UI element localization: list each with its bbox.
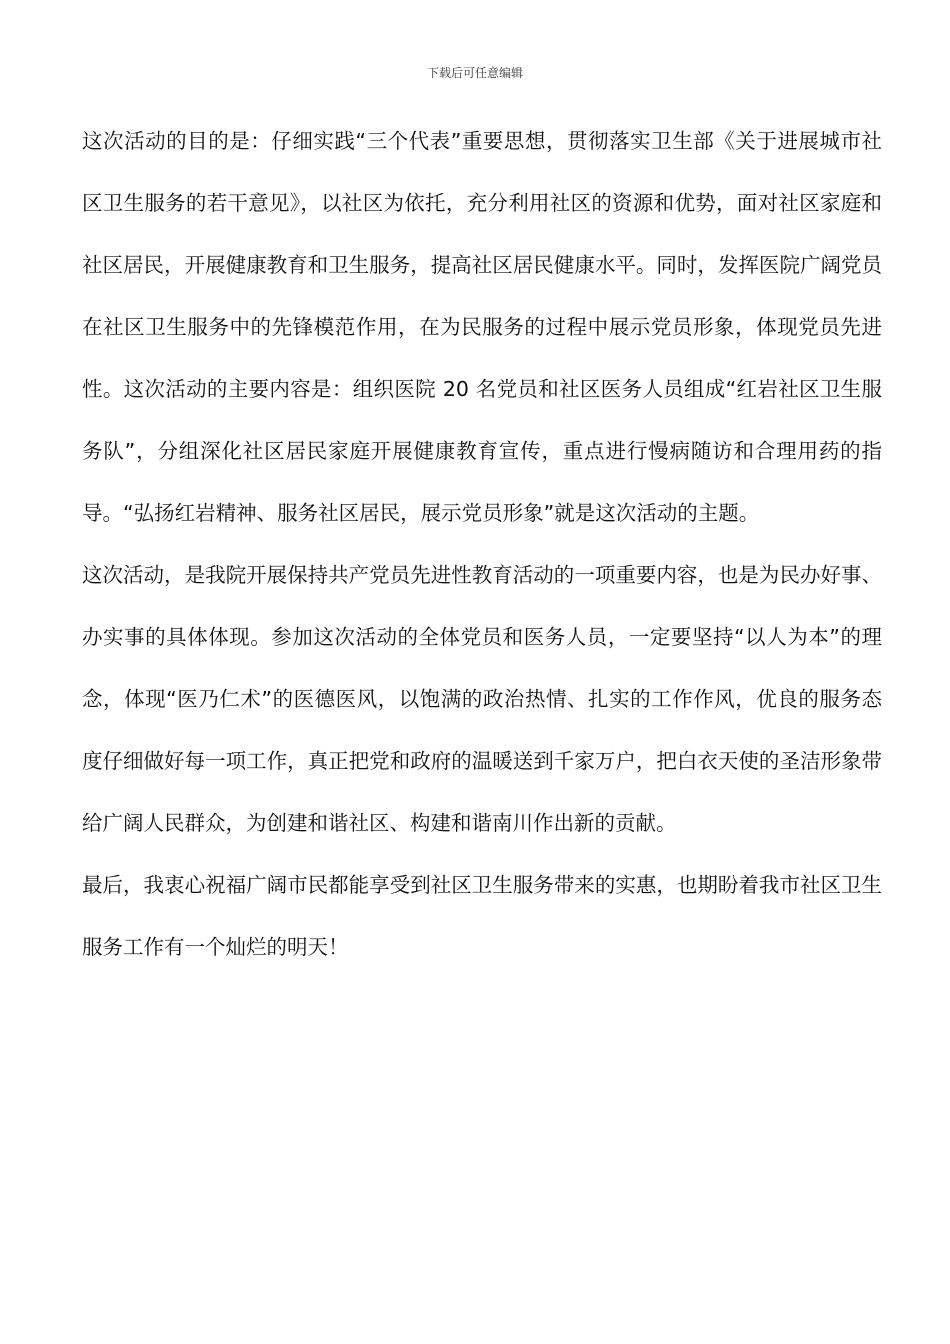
document-body (82, 110, 882, 978)
paragraph-1: 这次活动的目的是：仔细实践“三个代表”重要思想，贯彻落实卫生部《关于进展城市社区卫生服务的若干意见》，以社区为依托，充分利用社区的资源和优势，面对社区家庭和社区居民，开展健康教育和卫生服务，提高社区居民健康水平。同时，发挥医院广阔党员在社区卫生服务中的先锋模范作用，在为民服务的过程中展示党员形象，体现党员先进性。这次活动的主要内容是：组织医院 20 名党员和社区医务人员组成“红岩社区卫生服务队”，分组深化社区居民家庭开展健康教育宣传，重点进行慢病随访和合理用药的指导。“弘扬红岩精神、服务社区居民，展示党员形象”就是这次活动的主题。 (82, 129, 882, 525)
paragraph-3: 最后，我衷心祝福广阔市民都能享受到社区卫生服务带来的实惠，也期盼着我市社区卫生服务工作有一个灿烂的明天！ (82, 873, 882, 959)
header-note: 下载后可任意编辑 (426, 66, 523, 80)
paragraph-2: 这次活动，是我院开展保持共产党员先进性教育活动的一项重要内容，也是为民办好事、办实事的具体体现。参加这次活动的全体党员和医务人员，一定要坚持“以人为本”的理念，体现“医乃仁术”的医德医风，以饱满的政治热情、扎实的工作作风，优良的服务态度仔细做好每一项工作，真正把党和政府的温暖送到千家万户，把白衣天使的圣洁形象带给广阔人民群众，为创建和谐社区、构建和谐南川作出新的贡献。 (82, 563, 882, 835)
